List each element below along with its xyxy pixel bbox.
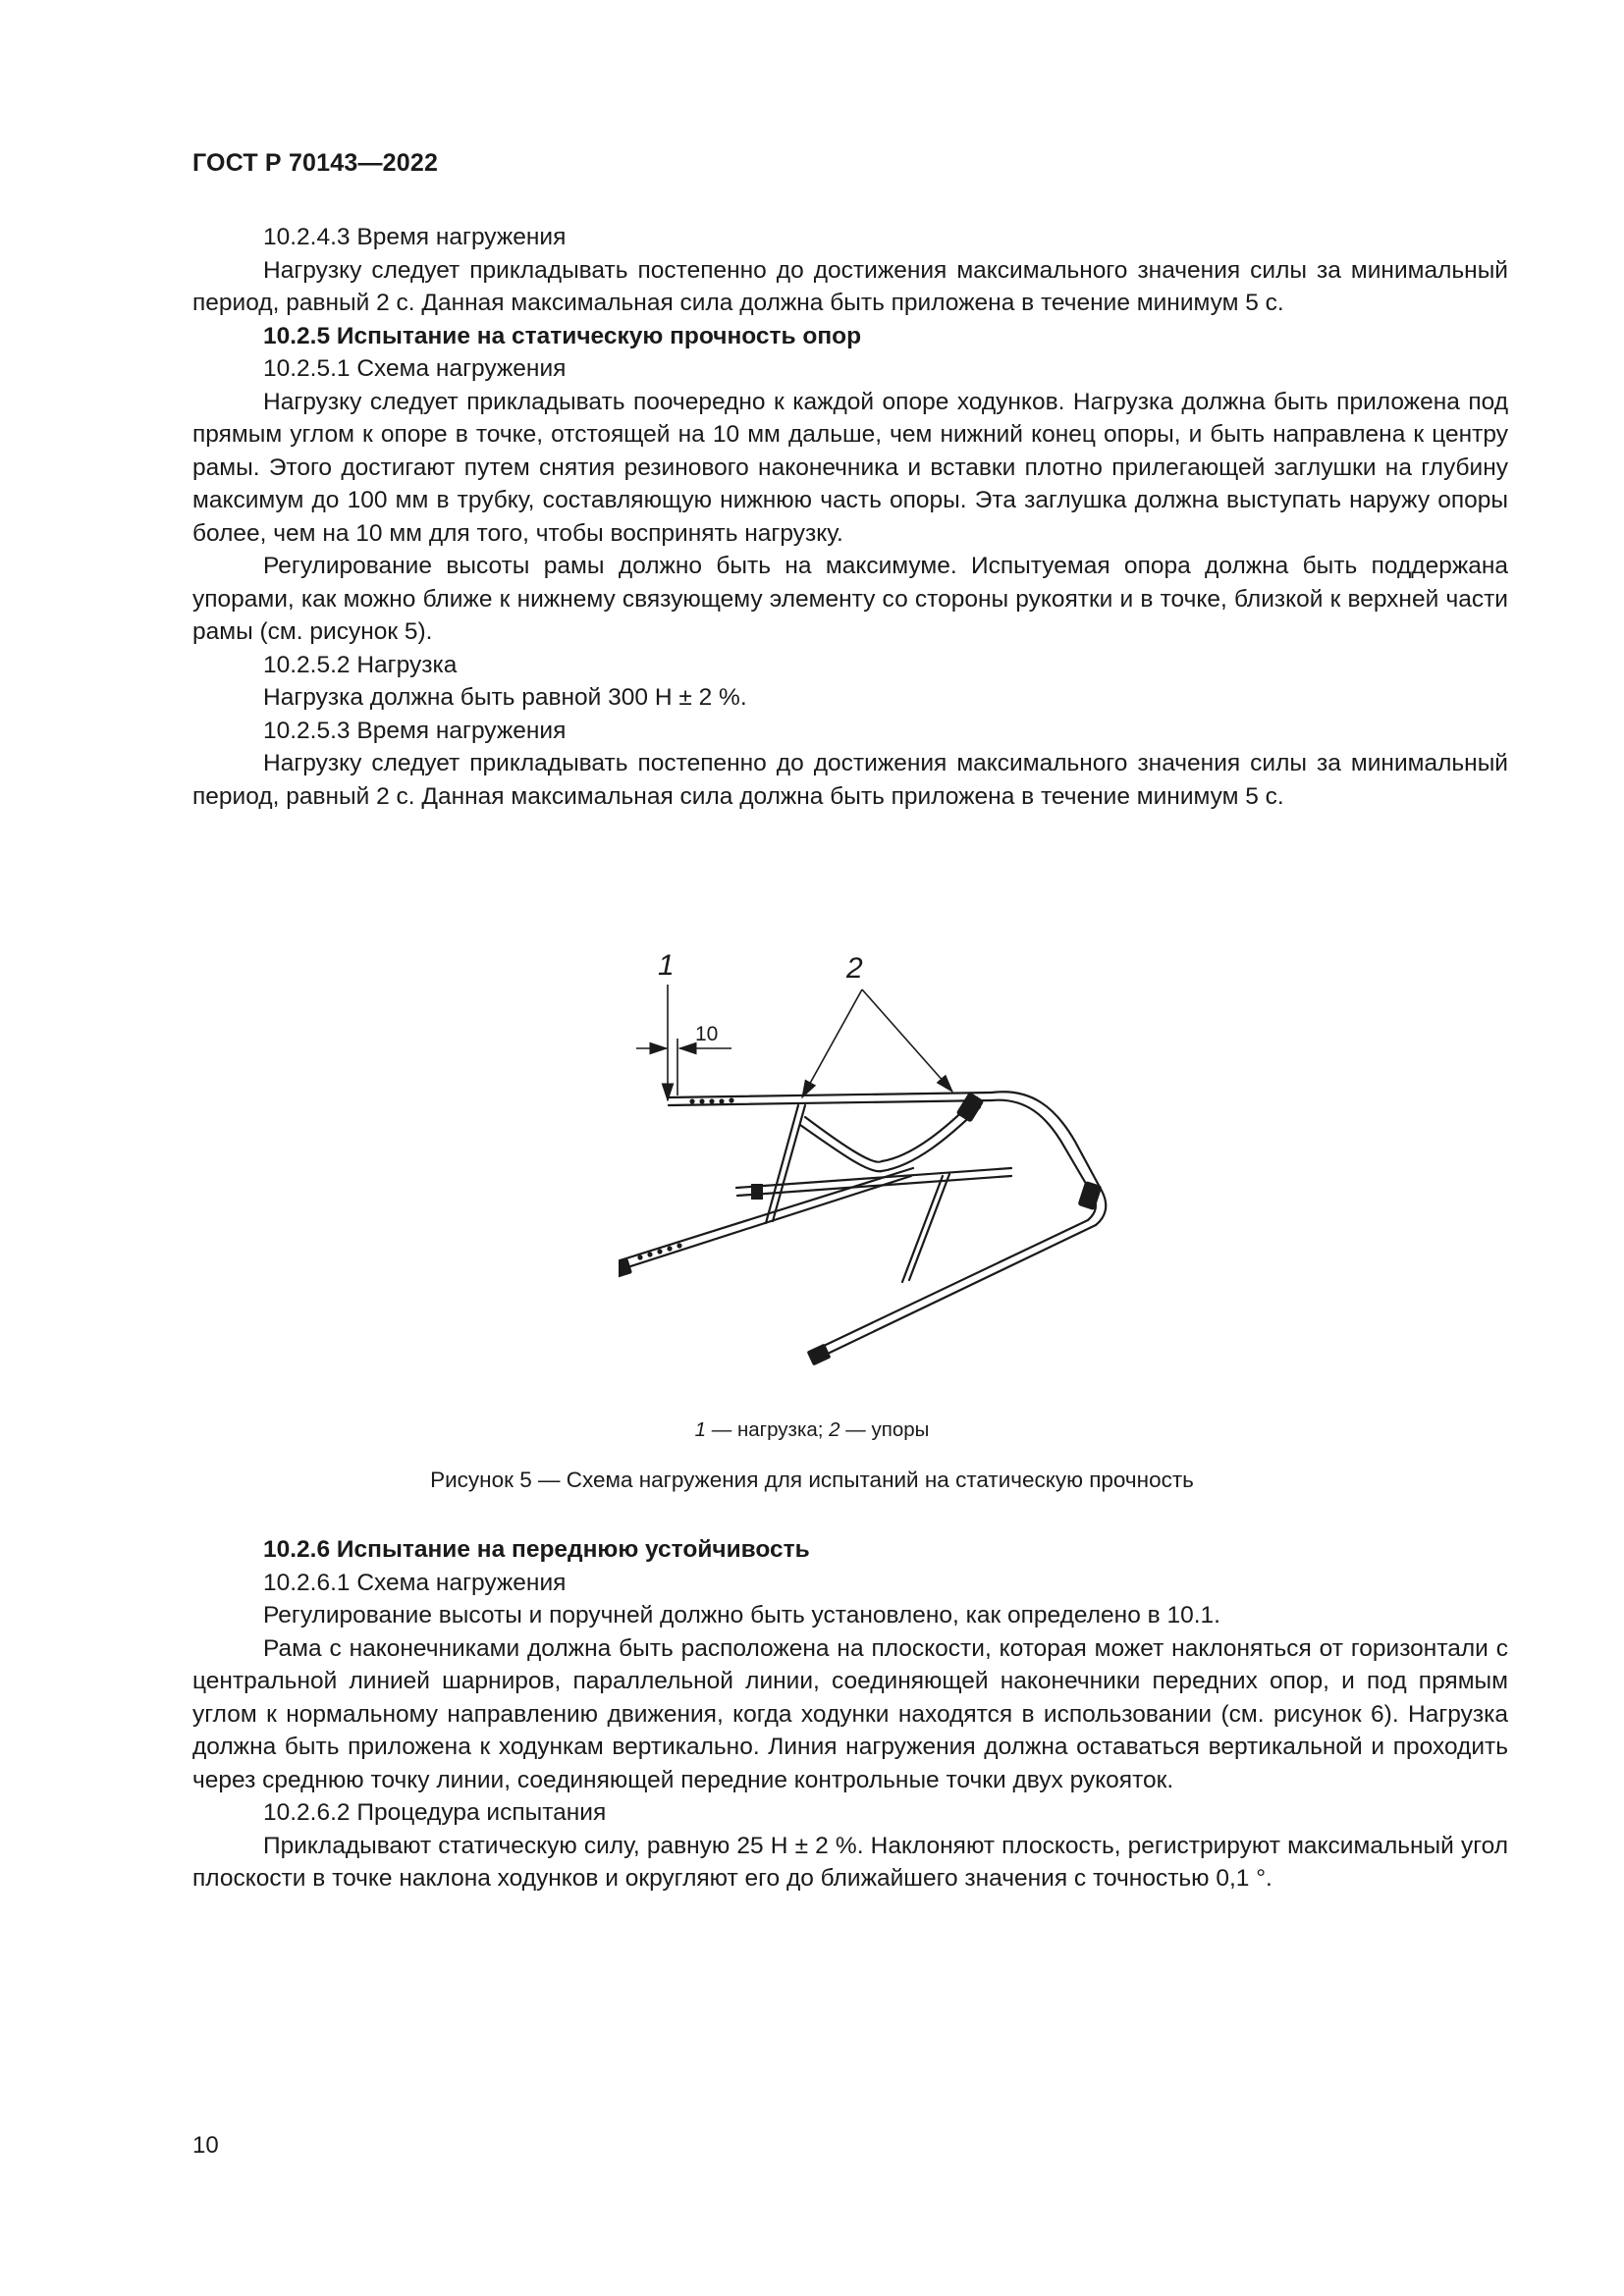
rear-foot-tip — [619, 1258, 632, 1279]
figure-5-diagram — [619, 931, 1129, 1392]
dimension-label: 10 — [695, 1023, 719, 1045]
figure-legend — [0, 1418, 1624, 1442]
adjustment-holes-top — [689, 1097, 733, 1103]
paragraph: 10.2.6.1 Схема нагружения — [263, 1569, 567, 1596]
document-header: ГОСТ Р 70143—2022 — [192, 149, 439, 177]
legend-text-2: — упоры — [839, 1418, 930, 1441]
paragraph: Рама с наконечниками должна быть расположена на плоскости, которая может наклоняться от горизонтали с центральной линией шарниров, параллельной линии, соединяющей наконечники передних опор, и под прямым углом к нормальному направлению движения, когда ходунки находятся в использовании (см. рисунок 6). Нагрузка должна быть приложена к ходункам вертикально. Линия нагружения должна оставаться вертикальной и проходить через среднюю точку линии, соединяющей передние контрольные точки двух рукояток. — [192, 1634, 1508, 1793]
paragraph: 10.2.5.2 Нагрузка — [263, 651, 458, 678]
label-2: 2 — [846, 952, 863, 985]
paragraph: Нагрузка должна быть равной 300 Н ± 2 %. — [263, 684, 747, 711]
label-1: 1 — [658, 949, 675, 982]
text-section-upper — [192, 221, 1508, 813]
legend-text-1: — нагрузка; — [706, 1418, 830, 1441]
paragraph: Регулирование высоты рамы должно быть на максимуме. Испытуемая опора должна быть поддержана упорами, как можно ближе к нижнему связующему элементу со стороны рукоятки и в точке, близкой к верхней части рамы (см. рисунок 5). — [192, 553, 1508, 645]
text-section-lower — [192, 1533, 1508, 1896]
paragraph: Нагрузку следует прикладывать постепенно до достижения максимального значения силы за минимальный период, равный 2 с. Данная максимальная сила должна быть приложена в течение минимум 5 с. — [192, 256, 1508, 316]
section-heading: 10.2.5 Испытание на статическую прочность опор — [263, 322, 862, 349]
frame-strut — [902, 1174, 949, 1282]
paragraph: 10.2.5.1 Схема нагружения — [263, 355, 567, 382]
handle-grip-1 — [955, 1092, 984, 1123]
frame-diagonal-2 — [800, 1097, 980, 1171]
page-number: 10 — [192, 2132, 219, 2159]
legend-num-1: 1 — [694, 1418, 707, 1441]
paragraph: 10.2.4.3 Время нагружения — [263, 224, 567, 250]
section-heading: 10.2.6 Испытание на переднюю устойчивость — [263, 1536, 810, 1563]
handle-grip-2 — [1077, 1181, 1102, 1210]
stop-leader-1 — [802, 989, 862, 1097]
paragraph: 10.2.6.2 Процедура испытания — [263, 1799, 607, 1826]
paragraph: Нагрузку следует прикладывать поочередно к каждой опоре ходунков. Нагрузка должна быть приложена под прямым углом к опоре в точке, отстоящей на 10 мм дальше, чем нижний конец опоры, и быть направлена к центру рамы. Этого достигают путем снятия резинового наконечника и вставки плотно прилегающей заглушки на глубину максимум до 100 мм в трубку, составляющую нижнюю часть опоры. Эта заглушка должна выступать наружу опоры более, чем на 10 мм для того, чтобы воспринять нагрузку. — [192, 388, 1508, 547]
front-foot-tip — [807, 1344, 832, 1366]
paragraph: Регулирование высоты и поручней должно быть установлено, как определено в 10.1. — [263, 1602, 1220, 1629]
paragraph: Нагрузку следует прикладывать постепенно до достижения максимального значения силы за минимальный период, равный 2 с. Данная максимальная сила должна быть приложена в течение минимум 5 с. — [192, 750, 1508, 810]
paragraph: 10.2.5.3 Время нагружения — [263, 717, 567, 744]
frame-top-rail — [669, 1093, 992, 1105]
paragraph: Прикладывают статическую силу, равную 25 Н ± 2 %. Наклоняют плоскость, регистрируют максимальный угол плоскости в точке наклона ходунков и округляют его до ближайшего значения с точностью 0,1 °. — [192, 1832, 1508, 1892]
frame-diagonal-1 — [766, 1105, 805, 1223]
frame-front-leg — [824, 1220, 1096, 1353]
figure-caption: Рисунок 5 — Схема нагружения для испытаний на статическую прочность — [430, 1468, 1194, 1492]
legend-num-2: 2 — [829, 1418, 840, 1441]
stop-leader-2 — [862, 989, 952, 1092]
side-stop-block — [751, 1184, 763, 1200]
